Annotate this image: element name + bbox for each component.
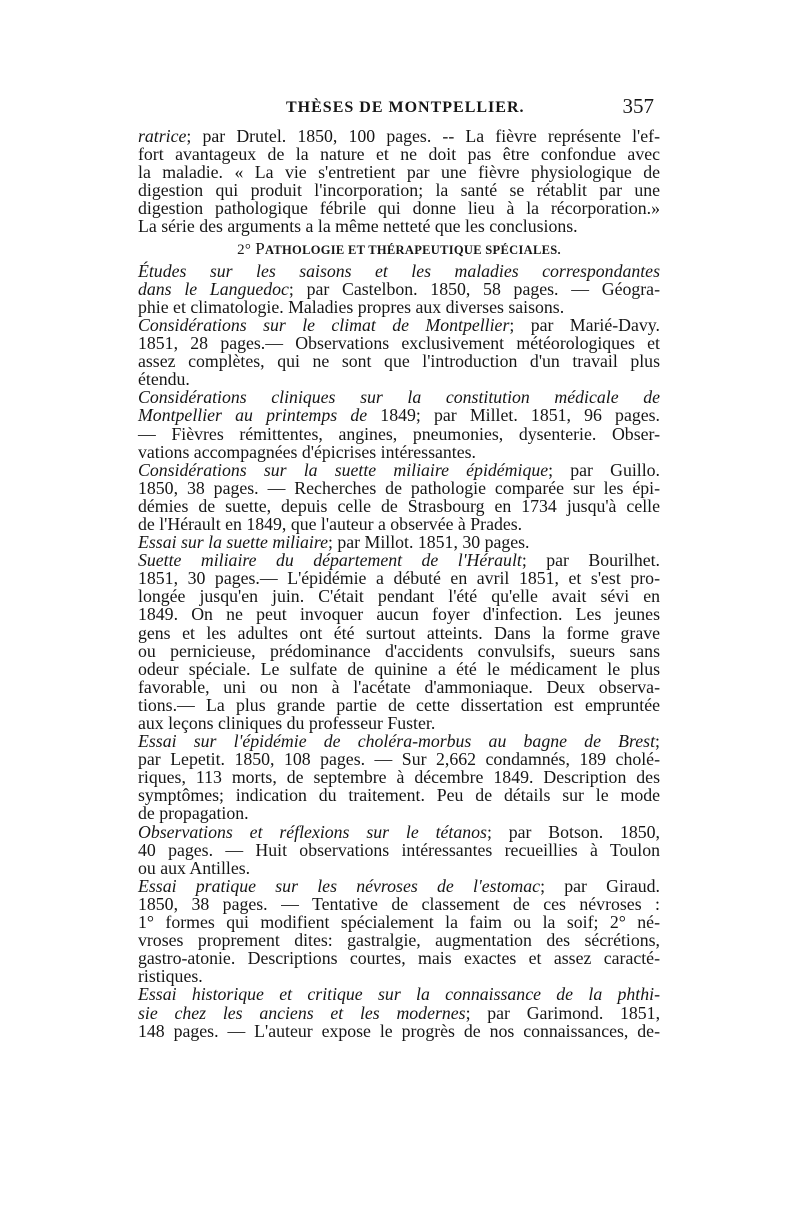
text-line: Études sur les saisons et les maladies correspondantes <box>138 260 660 281</box>
text-line: vations accompagnées d'épicrises intéressantes. <box>138 441 476 462</box>
text-line: étendu. <box>138 369 190 390</box>
text-line: sie chez les anciens et les modernes; par Garimond. 1851, <box>138 1002 661 1023</box>
text-line: digestion qui produit l'incorporation; la santé se rétablit par une <box>138 180 660 201</box>
text-line: 1° formes qui modifient spécialement la faim ou la soif; 2° né- <box>138 912 660 933</box>
text-line: gens et les adultes ont été surtout atteints. Dans la forme grave <box>138 622 660 643</box>
text-line: ratrice; par Drutel. 1850, 100 pages. -- La fièvre représente l'ef- <box>138 126 660 146</box>
text-line: 1849. On ne peut invoquer aucun foyer d'infection. Les jeunes <box>138 604 660 625</box>
text-line: 1850, 38 pages. — Recherches de pathologie comparée sur les épi- <box>138 477 660 498</box>
text-line: dans le Languedoc; par Castelbon. 1850, 58 pages. — Géogra- <box>138 278 660 299</box>
text-line: Considérations sur le climat de Montpellier; par Marié-Davy. <box>138 314 660 335</box>
text-line: — Fièvres rémittentes, angines, pneumonies, dysenterie. Obser- <box>138 423 660 444</box>
text-line: Suette miliaire du département de l'Hérault; par Bourilhet. <box>138 550 660 571</box>
text-line: vroses proprement dites: gastralgie, augmentation des sécrétions, <box>138 930 660 951</box>
text-line: Observations et réflexions sur le tétanos; par Botson. 1850, <box>138 821 660 842</box>
text-line: Considérations cliniques sur la constitution médicale de <box>138 387 660 408</box>
text-line: riques, 113 morts, de septembre à décembre 1849. Description des <box>138 767 660 788</box>
text-line: fort avantageux de la nature et ne doit pas être confondue avec <box>138 144 660 165</box>
text-line: odeur spéciale. Le sulfate de quinine a été le médicament le plus <box>138 658 660 679</box>
text-line: Considérations sur la suette miliaire épidémique; par Guillo. <box>138 459 660 480</box>
text-line: 1851, 28 pages.— Observations exclusivement météorologiques et <box>138 333 660 354</box>
text-line: ou aux Antilles. <box>138 857 251 878</box>
text-line: par Lepetit. 1850, 108 pages. — Sur 2,662 condamnés, 189 cholé- <box>138 749 660 770</box>
text-line: de propagation. <box>138 803 249 824</box>
text-line: Essai historique et critique sur la connaissance de la phthi- <box>138 984 660 1005</box>
text-line: La série des arguments a la même netteté que les conclusions. <box>138 216 578 237</box>
text-line: de l'Hérault en 1849, que l'auteur a observée à Prades. <box>138 513 523 534</box>
section-heading: 2° PATHOLOGIE ET THÉRAPEUTIQUE SPÉCIALES. <box>237 238 561 258</box>
text-line: 1850, 38 pages. — Tentative de classement de ces névroses : <box>138 893 660 914</box>
text-line: démies de suette, depuis celle de Strasbourg en 1734 jusqu'à celle <box>138 495 660 516</box>
text-line: ristiques. <box>138 966 203 987</box>
text-line: assez complètes, qui ne sont que l'introduction d'un travail plus <box>138 351 660 372</box>
text-line: symptômes; indication du traitement. Peu de détails sur le mode <box>138 785 660 806</box>
text-line: 40 pages. — Huit observations intéressantes recueillies à Toulon <box>138 839 660 860</box>
text-line: Essai pratique sur les névroses de l'estomac; par Giraud. <box>138 875 661 896</box>
text-line: longée jusqu'en juin. C'était pendant l'été qu'elle avait sévi en <box>138 586 660 607</box>
text-line: ou pernicieuse, prédominance d'accidents convulsifs, sueurs sans <box>138 640 660 661</box>
text-line: Montpellier au printemps de 1849; par Millet. 1851, 96 pages. <box>138 405 660 426</box>
page-number: 357 <box>622 94 654 118</box>
text-line: Essai sur l'épidémie de choléra-morbus au bagne de Brest; <box>138 731 660 752</box>
text-line: gastro-atonie. Descriptions courtes, mais exactes et assez caracté- <box>138 948 660 969</box>
text-line: 148 pages. — L'auteur expose le progrès de nos connaissances, de- <box>138 1020 660 1041</box>
text-line: digestion pathologique fébrile qui donne lieu à la récorporation.» <box>138 198 660 219</box>
text-line: phie et climatologie. Maladies propres aux diverses saisons. <box>138 296 565 317</box>
running-head <box>138 95 658 121</box>
running-title: THÈSES DE MONTPELLIER. <box>286 99 525 116</box>
text-line: la maladie. « La vie s'entretient par une fièvre physiologique de <box>138 162 660 183</box>
text-line: favorable, uni ou non à l'acétate d'ammoniaque. Deux observa- <box>138 676 660 697</box>
text-line: Essai sur la suette miliaire; par Millot. 1851, 30 pages. <box>138 532 530 553</box>
text-line: tions.— La plus grande partie de cette dissertation est empruntée <box>138 694 660 715</box>
text-line: 1851, 30 pages.— L'épidémie a débuté en avril 1851, et s'est pro- <box>138 568 660 589</box>
text-line: aux leçons cliniques du professeur Fuster. <box>138 713 436 733</box>
body-text <box>138 127 660 1040</box>
